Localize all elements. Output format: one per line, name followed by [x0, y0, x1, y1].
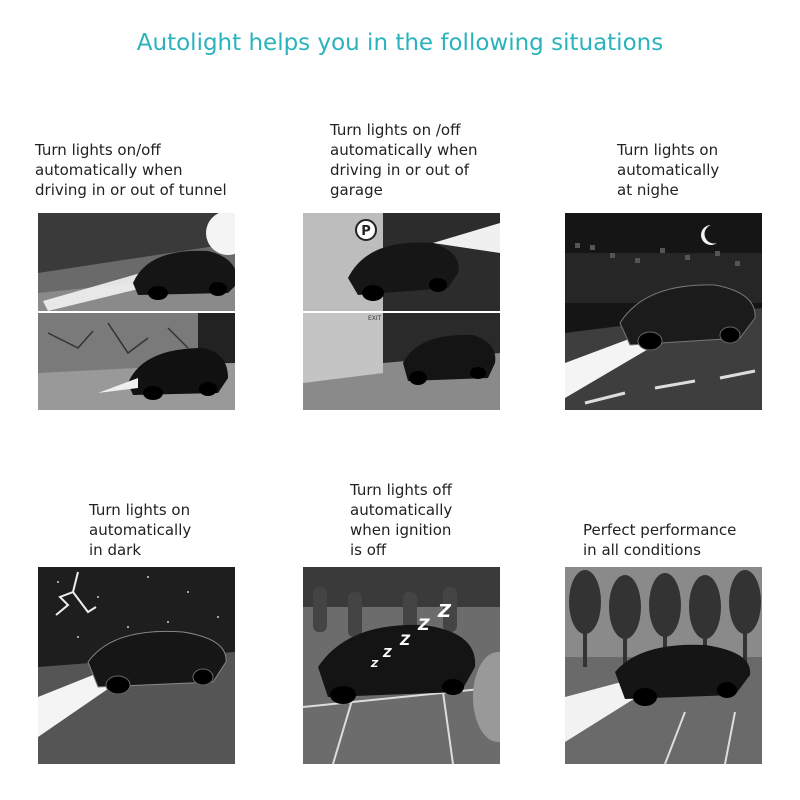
- caption-tunnel: [35, 140, 227, 200]
- garage-illustration: [303, 213, 500, 410]
- page-title: Autolight helps you in the following situations: [136, 30, 664, 56]
- caption-line: driving in or out of: [330, 161, 470, 179]
- caption-line: Turn lights off: [350, 481, 452, 499]
- caption-garage: [330, 120, 478, 200]
- caption-line: Turn lights on: [617, 141, 719, 159]
- caption-ignition: [350, 480, 452, 560]
- exit-sign: EXIT: [368, 315, 382, 322]
- caption-line: in dark: [89, 541, 142, 559]
- caption-line: Turn lights on /off: [330, 121, 461, 139]
- snore-z: Z: [400, 633, 411, 649]
- caption-line: garage: [330, 181, 383, 199]
- caption-line: is off: [350, 541, 387, 559]
- caption-night: [617, 140, 719, 200]
- caption-line: when ignition: [350, 521, 452, 539]
- caption-line: automatically: [89, 521, 192, 539]
- snore-z: Z: [438, 601, 452, 622]
- caption-line: automatically when: [35, 161, 183, 179]
- caption-line: driving in or out of tunnel: [35, 181, 227, 199]
- tunnel-illustration: [38, 213, 235, 410]
- caption-line: automatically: [617, 161, 720, 179]
- caption-dark: [89, 500, 191, 560]
- caption-line: automatically when: [330, 141, 478, 159]
- conditions-illustration: [565, 567, 762, 764]
- caption-line: Turn lights on/off: [35, 141, 161, 159]
- caption-line: in all conditions: [583, 541, 701, 559]
- ignition-illustration: [303, 567, 500, 764]
- caption-line: automatically: [350, 501, 453, 519]
- parking-sign: P: [361, 224, 371, 239]
- caption-conditions: [583, 520, 736, 560]
- snore-z: Z: [383, 646, 392, 660]
- caption-line: Perfect performance: [583, 521, 737, 539]
- snore-z: Z: [418, 615, 430, 634]
- snore-z: Z: [371, 659, 379, 670]
- dark-illustration: [38, 567, 235, 764]
- caption-line: Turn lights on: [89, 501, 191, 519]
- caption-line: at nighe: [617, 181, 679, 199]
- night-illustration: [565, 213, 762, 410]
